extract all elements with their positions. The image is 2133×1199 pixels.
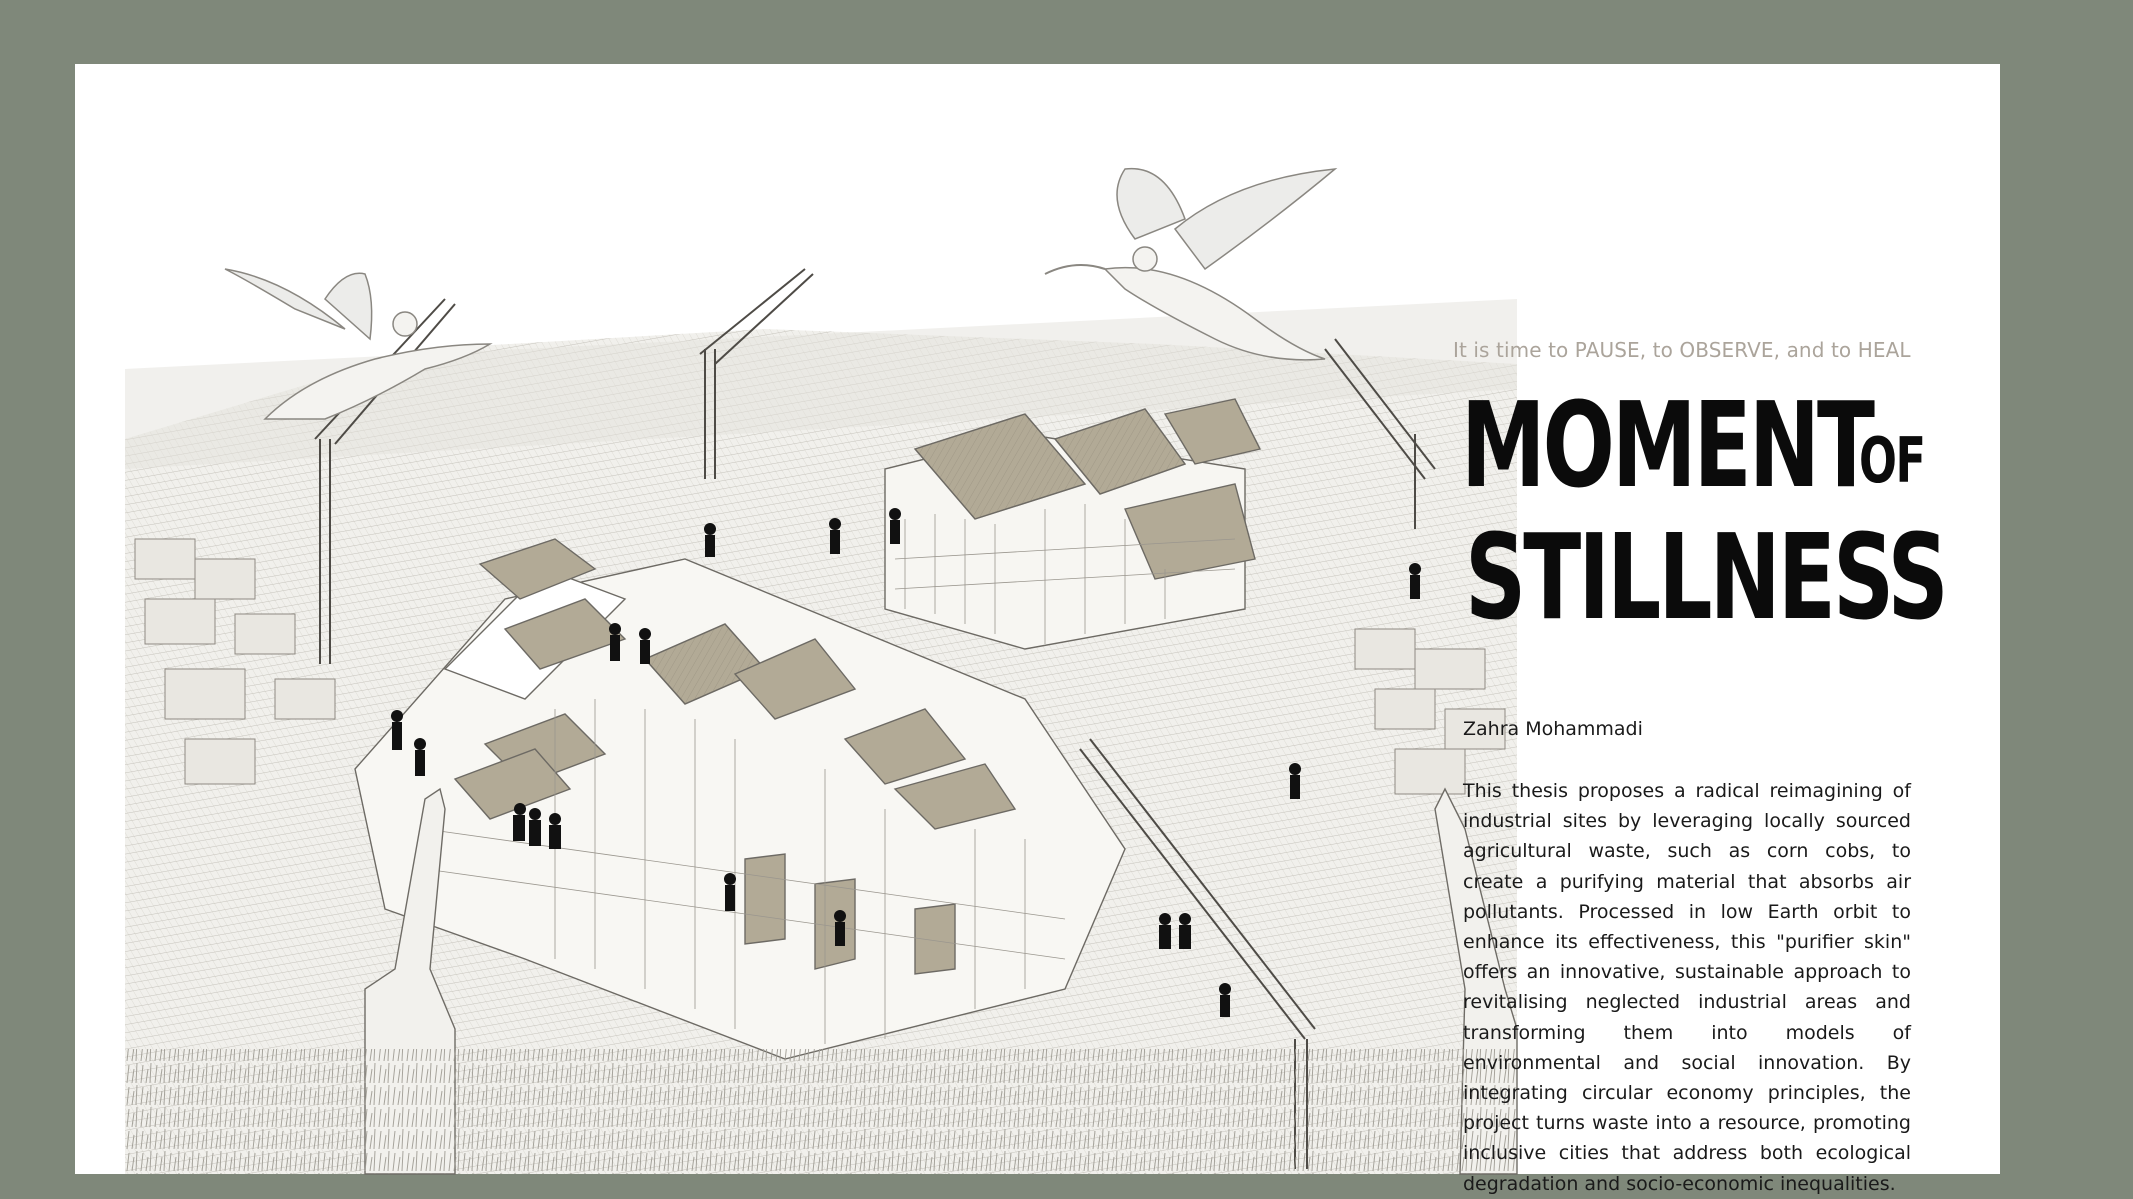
title-word-moment: MOMENT <box>1461 376 1873 514</box>
title-line-1 <box>1461 376 2061 514</box>
poster-sheet <box>75 64 2000 1195</box>
foreground-grass <box>125 1049 1517 1174</box>
text-column <box>1453 64 2001 1195</box>
abstract-paragraph: This thesis proposes a radical reimagining of industrial sites by leveraging locally sourced agricultural waste, such as corn cobs, to create a purifying material that absorbs air pollutants. Processed in low Earth orbit to enhance its effectiveness, this "purifier skin" offers an innovative, sustainable approach to revitalising neglected industrial areas and transforming them into models of environmental and social innovation. By integrating circular economy principles, the project turns waste into a resource, promoting inclusive cities that address both ecological degradation and socio-economic inequalities. <box>1463 780 1911 1195</box>
tagline: It is time to PAUSE, to OBSERVE, and to HEAL <box>1453 338 1911 362</box>
angel-right <box>1045 159 1355 369</box>
title-word-of: OF <box>1859 424 1925 497</box>
angel-left <box>225 269 545 419</box>
author-name: Zahra Mohammadi <box>1463 718 1643 740</box>
title-word-stillness: STILLNESS <box>1465 508 1946 646</box>
title-line-2 <box>1465 508 2133 646</box>
axonometric-illustration <box>125 269 1517 1174</box>
